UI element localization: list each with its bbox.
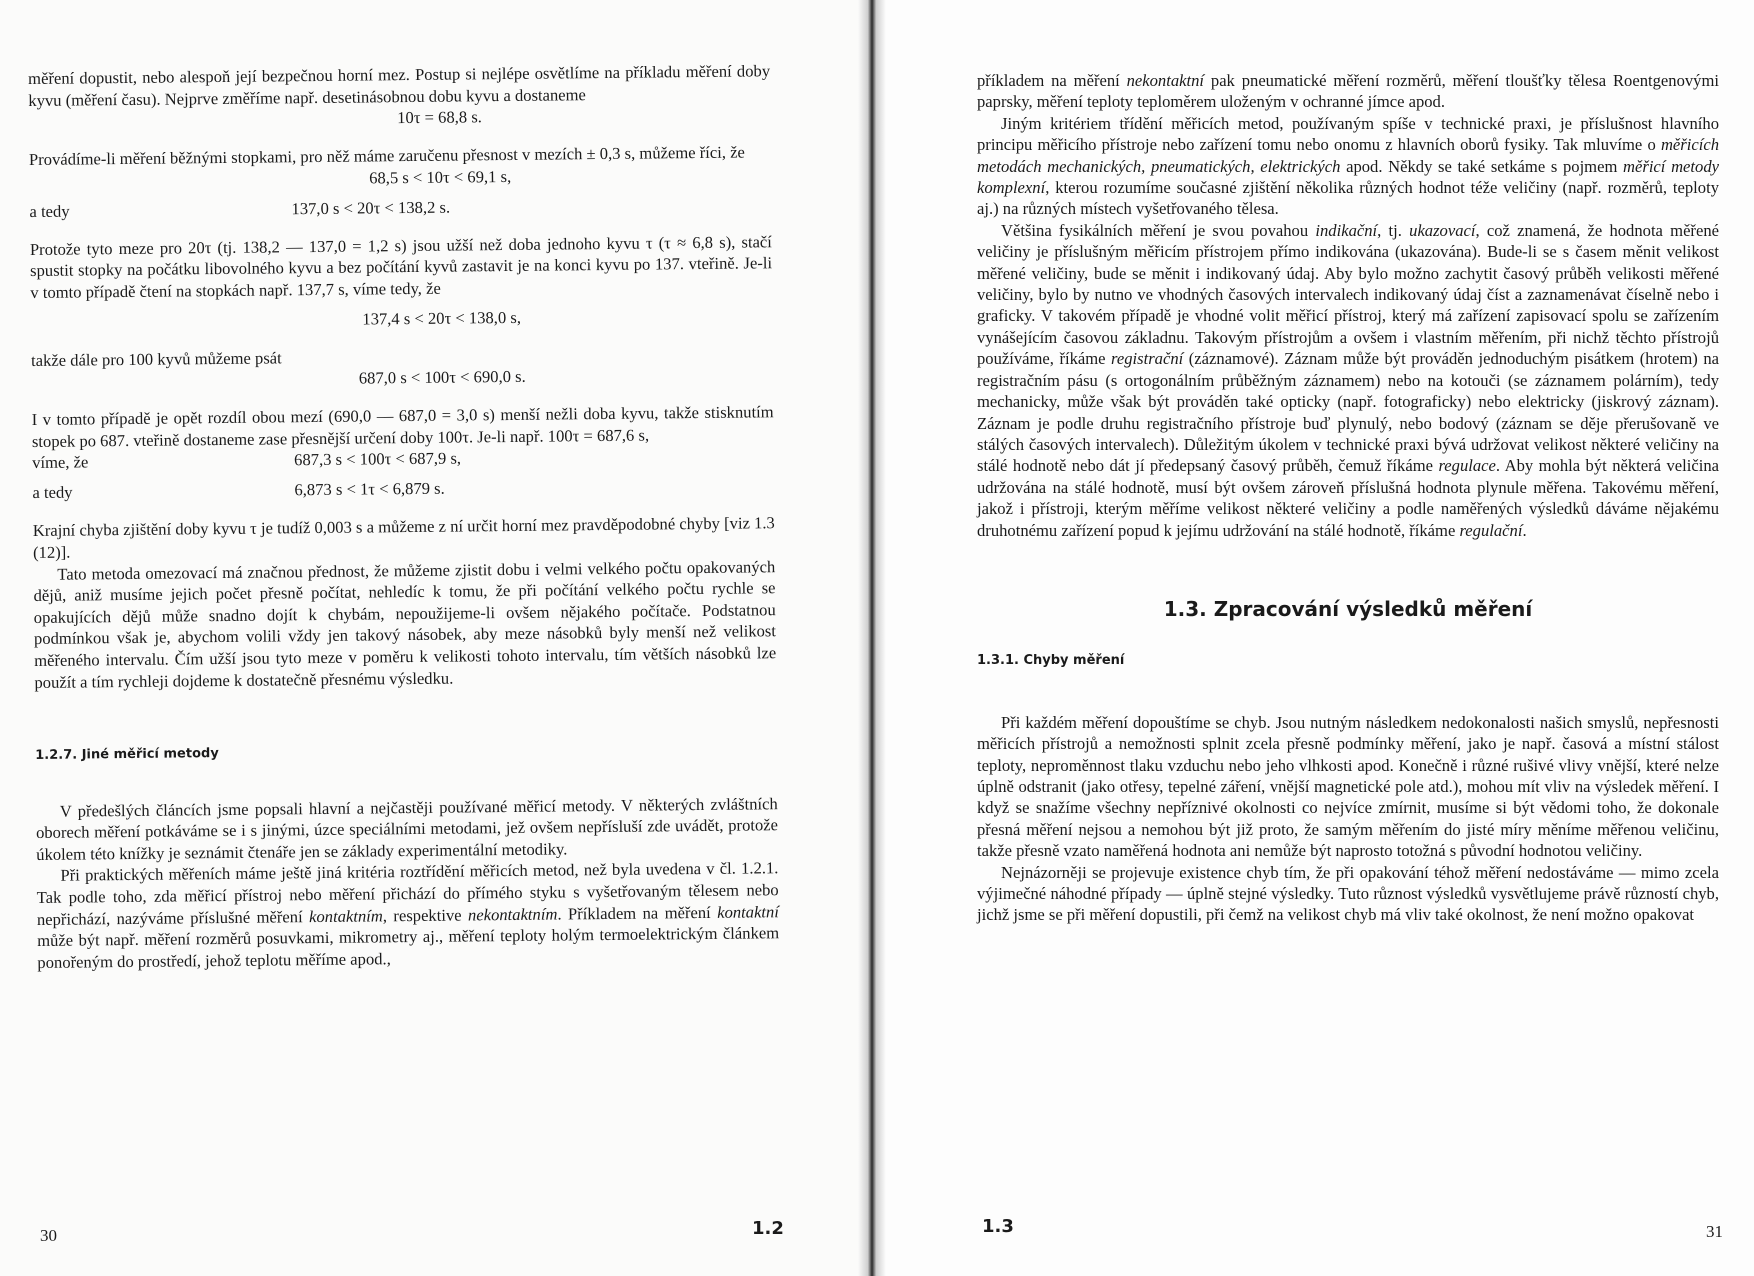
right-text-column [977,70,1719,926]
italic-term: regulační [1459,520,1523,540]
equation-expression: 137,4 s < 20τ < 138,0 s, [362,307,522,329]
book-gutter [858,0,886,1276]
left-paragraph: Tato metoda omezovací má značnou přednost, že můžeme zjistit dobu i velmi velkého počtu opakovaných dějů, aniž musíme jejich počet přesně počítat, nehledíc k tomu, že při počítání velkého počtu rychle se opakujících dějů může snadno dojít k chybám, nepoužijeme-li ovšem nějakého počítače. Podstatnou podmínkou však je, abychom volili vždy jen takový násobek, aby meze násobků byly menší než velikost měřeného intervalu. Čím užší jsou tyto meze v poměru k velikosti tohoto intervalu, tím větších násobků lze použít a tím rychleji dojdeme k dostatečně přesnému výsledku. [33,556,777,692]
text-run: (záznamové). Záznam může být prováděn jednoduchým pisátkem (hrotem) na registračním pásu (s ortogonálním průběžným záznamem) nebo na kotouči (se záznamem polárním), tedy mechanicky, může však být prováděn také opticky (např. fotograficky) nebo elektricky (jiskrový záznam). Záznam je podle druhu registračního přístroje buď plynulý, nebo bodový (záznam se děje přerušovaně ve stálých časových intervalech). Důležitým úkolem v technické praxi bývá udržovat velikost některé veličiny na stálé hodnotě nebo dát jí předepsaný časový průběh, čemuž říkáme [977,349,1719,476]
italic-term: regulace [1438,456,1496,476]
italic-term: měřicích metodách mechanických, pneumatických, elektrických [977,135,1719,176]
left-paragraph: I v tomto případě je opět rozdíl obou mezí (690,0 — 687,0 = 3,0 s) menší nežli doba kyvu, takže stisknutím stopek po 687. vteřině dostaneme zase přesnější určení doby 100τ. Je-li např. 100τ = 687,6 s, [31,402,774,451]
text-run: , kterou rozumíme současné zjištění několika různých hodnot téže veličiny (např. rozměrů, teploty aj.) na různých místech vyšetřovaného tělesa. [977,178,1719,219]
text-run: Jiným kritériem třídění měřicích metod, používaným spíše v technické praxi, je příslušnost hlavního principu měřicího přístroje nebo zařízení tomu nebo onomu z hlavních oborů fysiky. Tak mluvíme o [977,113,1719,155]
text-run: . Příkladem na měření [557,902,718,924]
text-run: , což znamená, že hodnota měřené veličiny je příslušným měřicím přístrojem přímo indikována (ukazována). Bude-li se s časem měnit velikost měřené veličiny, bude se měnit i indikovaný údaj. Aby bylo možno zachytit časový průběh velikosti měřené veličiny, bylo by nutno ve vhodných časových intervalech indikovaný údaj číst a zaznamenávat číselně nebo i graficky. V takovém případě je vhodné volit měřicí přístroj, který má zařízení zapisovací spolu se zařízením vynášejícím časovou základnu. Takovým přístrojům a ovšem i vlastním měřením, při nichž těchto přístrojů používáme, říkáme [977,220,1719,369]
text-run: apod. Někdy se také setkáme s pojmem [1340,156,1624,176]
text-run: . [1522,520,1527,540]
equation-expression: 10τ = 68,8 s. [397,107,482,128]
italic-term: nekontaktní [1126,71,1205,90]
page-number-left: 30 [40,1226,57,1245]
equation-expression: 6,873 s < 1τ < 6,879 s. [294,479,445,500]
section-heading: 1.2.7. Jiné měřicí metody [35,746,219,764]
equation-label: víme, že [32,452,89,473]
italic-term: kontaktní [717,901,779,922]
running-section-right: 1.3 [982,1216,1014,1237]
text-run: Při praktických měřeních máme ještě jiná kritéria roztřídění měřicích metod, než byla uvedena v čl. 1.2.1. Tak podle toho, zda měřicí přístroj nebo měření přichází do přímého styku s vyšetřovaným tělesem nebo nepřichází, nazýváme příslušné měření [36,858,779,929]
right-paragraph: Nejnázorněji se projevuje existence chyb tím, že při opakování téhož měření nedostáváme — mimo zcela výjimečné náhodné případy — úplně stejné výsledky. Tuto různost výsledků vysvětlujeme právě růzností chyb, jichž jsme se při měření dopustili, při čemž na velikost chyb má vliv také okolnost, že není možno opakovat [977,862,1719,925]
text-run: . Aby mohla být některá veličina udržována na stálé hodnotě, musí být ovšem zároveň příslušná hodnota plynule měřena. Takovému měření, jakož i přístroji, kterým měříme velikost některé veličiny a podle naměřených výsledků dáváme nějakému druhotnému zařízení popud k jejímu udržování na stálé hodnotě, říkáme [977,456,1720,540]
left-paragraph: Krajní chyba zjištění doby kyvu τ je tudíž 0,003 s a můžeme z ní určit horní mez pravděpodobné chyby [viz 1.3 (12)]. [32,513,775,562]
italic-term: měřicí metody komplexní [977,156,1719,198]
equation-expression: 687,0 s < 100τ < 690,0 s. [358,366,526,388]
text-run: příkladem na měření [977,71,1127,90]
italic-term: kontaktním [308,905,383,926]
equation-label: a tedy [32,482,73,503]
text-run: , respektive [382,905,469,925]
text-run: může být např. měření rozměrů posuvkami, mikrometry aj., měření teploty holým termoelektrickým článkem ponořeným do prostředí, jehož teplotu měříme apod., [37,923,780,972]
left-paragraph: V předešlých článcích jsme popsali hlavní a nejčastěji používané měřicí metody. V některých zvláštních oborech měření potkáváme se i s jinými, úzce speciálními metodami, jež ovšem nepřísluší zde uvádět, protože úkolem této knížky je seznámit čtenáře jen se základy experimentální metodiky. [35,793,779,864]
equation-expression: 68,5 s < 10τ < 69,1 s, [369,166,512,188]
italic-term: nekontaktním [467,904,558,925]
equation-expression: 687,3 s < 100τ < 687,9 s, [294,448,462,470]
left-paragraph: Provádíme-li měření běžnými stopkami, pro něž máme zaručenu přesnost v mezích ± 0,3 s, můžeme říci, že [28,142,745,170]
running-section-left: 1.2 [752,1218,784,1239]
left-paragraph: měření dopustit, nebo alespoň její bezpečnou horní mez. Postup si nejlépe osvětlíme na příkladu měření doby kyvu (měření času). Nejprve změříme např. desetinásobnou dobu kyvu a dostaneme [28,61,771,110]
left-paragraph [36,858,779,974]
section-heading: 1.3.1. Chyby měření [977,653,1125,669]
left-paragraph: takže dále pro 100 kyvů můžeme psát [30,347,282,370]
right-paragraph [977,70,1719,113]
text-run: , tj. [1377,220,1410,240]
page-number-right: 31 [1706,1222,1723,1241]
right-paragraph [977,113,1719,220]
left-text-column [28,60,779,973]
chapter-heading: 1.3. Zpracování výsledků měření [1163,596,1533,621]
italic-term: ukazovací [1409,220,1476,240]
text-run: pak pneumatické měření rozměrů, měření tloušťky tělesa Roentgenovými paprsky, měření teploty teploměrem uloženým v ochranné jímce apod. [977,71,1719,112]
text-run: Většina fysikálních měření je svou povahou [1001,220,1316,240]
italic-term: indikační [1315,220,1378,240]
left-paragraph: Protože tyto meze pro 20τ (tj. 138,2 — 137,0 = 1,2 s) jsou užší než doba jednoho kyvu τ (τ ≈ 6,8 s), stačí spustit stopky na počátku libovolného kyvu a bez počítání kyvů zastavit je na konci kyvu po 137. vteřině. Je-li v tomto případě čtení na stopkách např. 137,7 s, víme tedy, že [29,232,773,302]
equation-expression: 137,0 s < 20τ < 138,2 s. [291,197,451,219]
right-paragraph [977,220,1719,541]
right-paragraph: Při každém měření dopouštíme se chyb. Jsou nutným následkem nedokonalosti našich smyslů, nepřesnosti měřicích přístrojů a nemožnosti splnit zcela přesně podmínky měření, jako je např. časová a místní stálost teploty, neproměnnost tlaku vzduchu nebo jeho vlhkosti apod. Konečně i různé rušivé vlivy vnější, které nelze úplně odstranit (jako otřesy, tepelné záření, vnější magnetické pole atd.), mohou mít vliv na výsledek měření. I když se snažíme všechny nepříznivé okolnosti co nejvíce zmírnit, musíme si být vědomi toho, že dokonale přesná měření nejsou a nemohou být již proto, že samým měřením do jisté míry měníme měřenou veličinu, takže přesně vzato naměřená hodnota ani nemůže být naprosto totožná s původní hodnotou veličiny. [977,712,1719,861]
equation-label: a tedy [29,201,70,221]
italic-term: registrační [1111,349,1184,369]
